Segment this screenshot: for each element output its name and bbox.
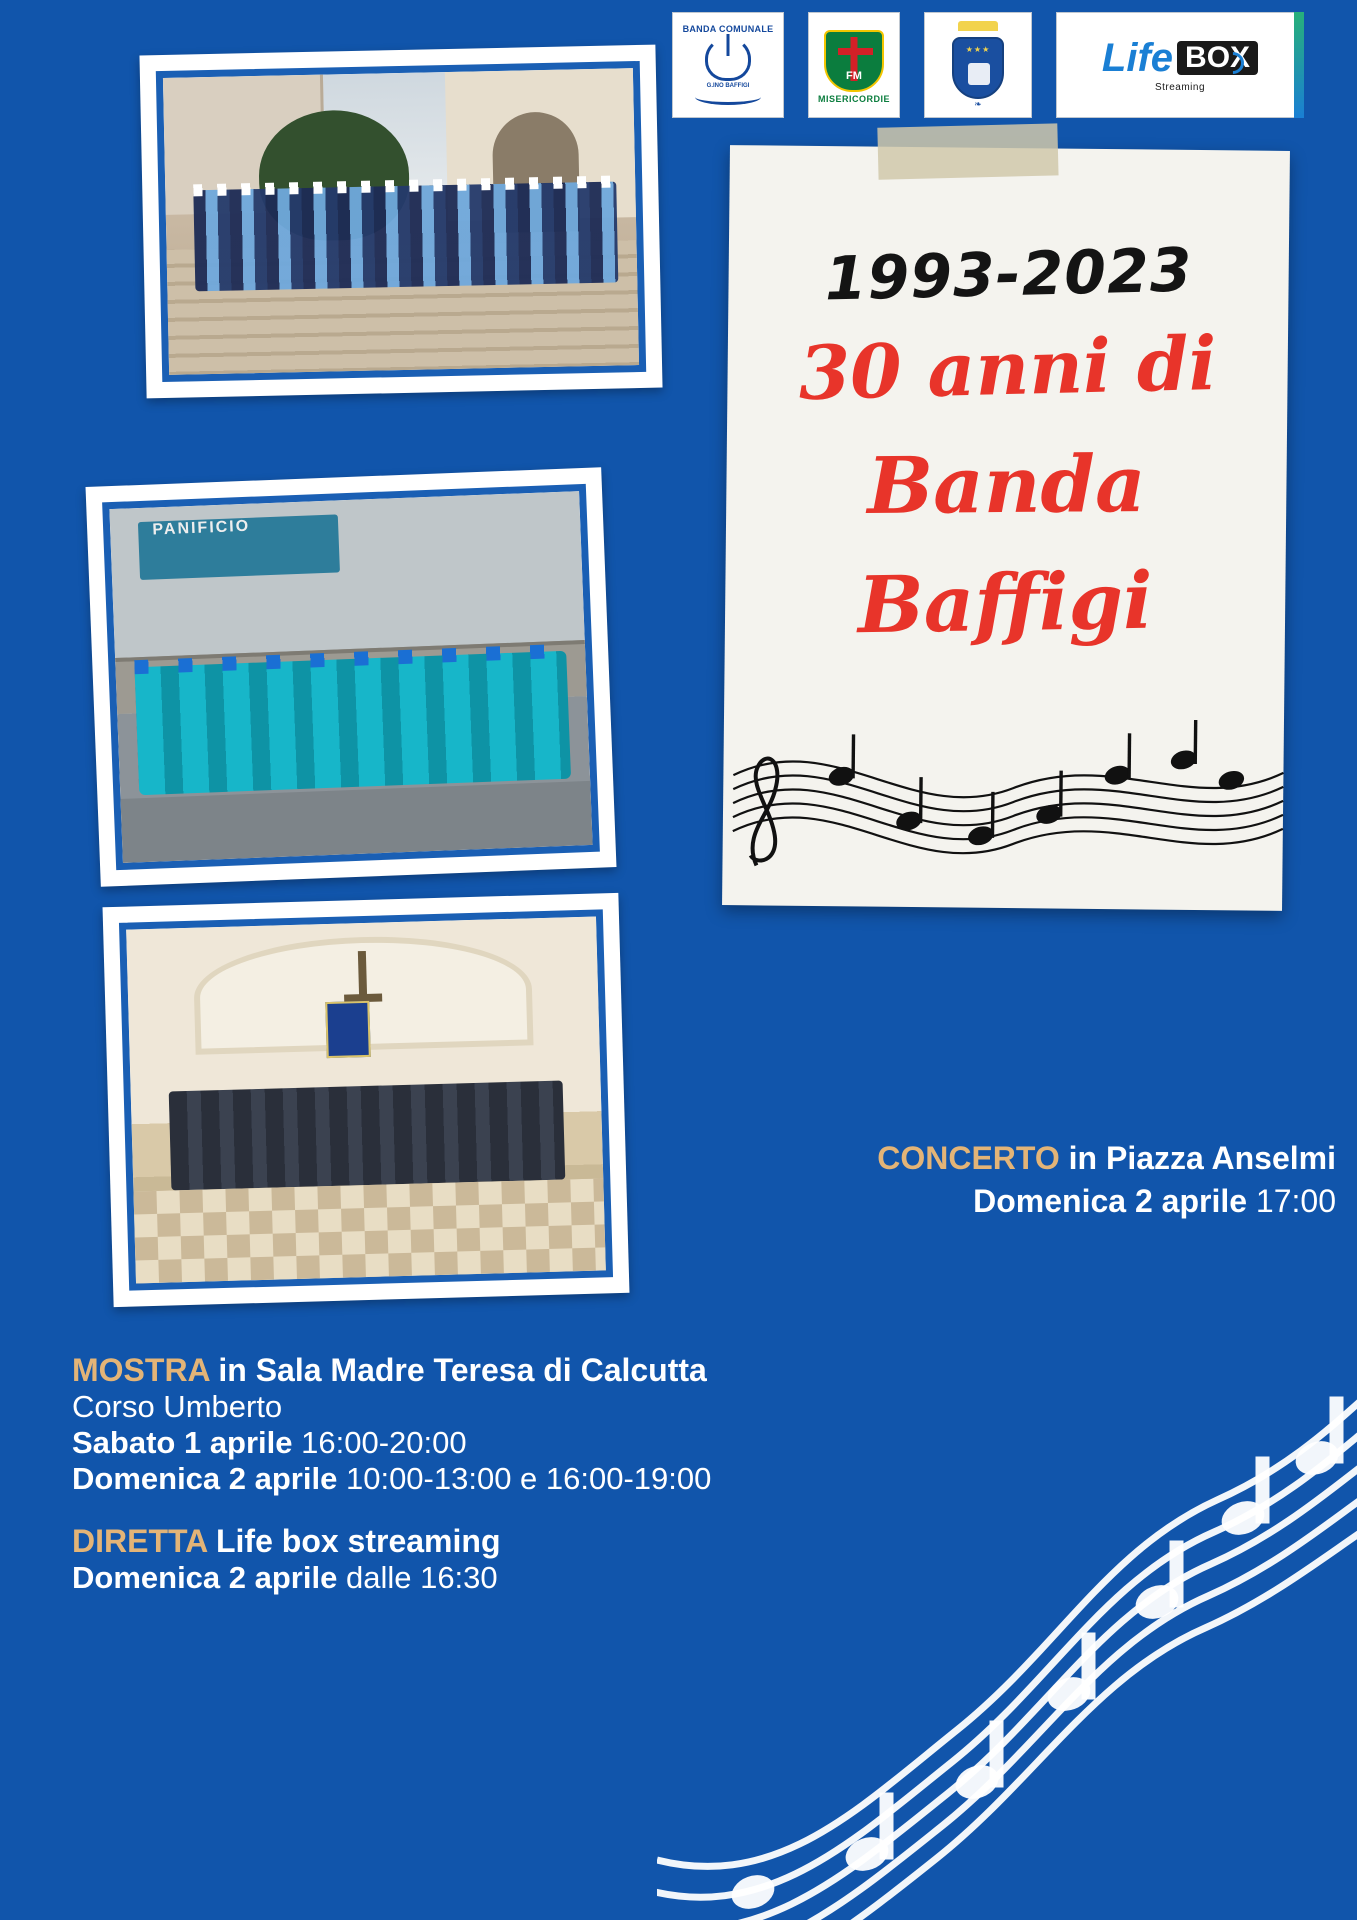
event-row-date: Domenica 2 aprile: [72, 1560, 338, 1595]
banda-comunale-logo: [672, 12, 784, 118]
event-address: Corso Umberto: [72, 1389, 283, 1424]
life-word: Life: [1101, 35, 1174, 80]
photo-band-steps: [139, 45, 662, 399]
event-row-time: 16:00-20:00: [301, 1425, 467, 1460]
logo-strip: [672, 12, 1304, 118]
misericordie-letters: FM: [846, 70, 862, 82]
event-diretta: [72, 1523, 1132, 1596]
photo-band-church: [103, 893, 630, 1307]
concerto-title: CONCERTO: [877, 1140, 1060, 1176]
event-row-date: Sabato 1 aprile: [72, 1425, 293, 1460]
shield-icon: [824, 30, 884, 92]
music-staff-icon: [712, 715, 1294, 891]
note-line-3: Baffigi: [857, 555, 1154, 652]
event-row-time: dalle 16:30: [345, 1560, 498, 1595]
wreath-icon: ❧: [974, 98, 982, 109]
laurel-icon: [695, 89, 761, 105]
note-years: 1993-2023: [823, 235, 1194, 315]
concerto-place: in Piazza Anselmi: [1068, 1140, 1336, 1176]
misericordie-logo: [808, 12, 900, 118]
lyre-icon: [705, 37, 751, 81]
photo-band-turquoise: PANIFICIO: [86, 467, 617, 887]
event-title: DIRETTA: [72, 1523, 208, 1559]
event-row: [72, 1560, 1132, 1596]
life-subtitle: Streaming: [1154, 81, 1206, 93]
crest-icon: [952, 37, 1004, 99]
concerto-block: [676, 1140, 1336, 1220]
misericordie-caption: MISERICORDIE: [817, 94, 890, 104]
banda-logo-subtitle: G.INO BAFFIGI: [706, 83, 750, 90]
life-box-streaming-logo: [1056, 12, 1304, 118]
events-block: [72, 1352, 1132, 1622]
paper-note: [722, 145, 1290, 911]
event-row: [72, 1425, 1132, 1461]
comune-crest-logo: [924, 12, 1032, 118]
note-line-1: 30 anni di: [797, 320, 1218, 418]
event-title: MOSTRA: [72, 1352, 210, 1388]
tape-strip: [877, 123, 1058, 179]
crown-icon: [958, 21, 998, 31]
banda-logo-title: BANDA COMUNALE: [682, 23, 774, 34]
event-row-date: Domenica 2 aprile: [72, 1461, 338, 1496]
event-mostra: [72, 1352, 1132, 1497]
note-line-2: Banda: [866, 439, 1146, 532]
event-row: [72, 1461, 1132, 1497]
event-row-time: 10:00-13:00 e 16:00-19:00: [345, 1461, 712, 1496]
box-word: BOX: [1177, 41, 1258, 75]
concerto-time: 17:00: [1255, 1183, 1336, 1219]
concerto-date: Domenica 2 aprile: [973, 1183, 1248, 1219]
event-title-rest: Life box streaming: [215, 1523, 501, 1559]
event-title-rest: in Sala Madre Teresa di Calcutta: [218, 1352, 707, 1388]
life-accent-bar: [1294, 12, 1304, 118]
